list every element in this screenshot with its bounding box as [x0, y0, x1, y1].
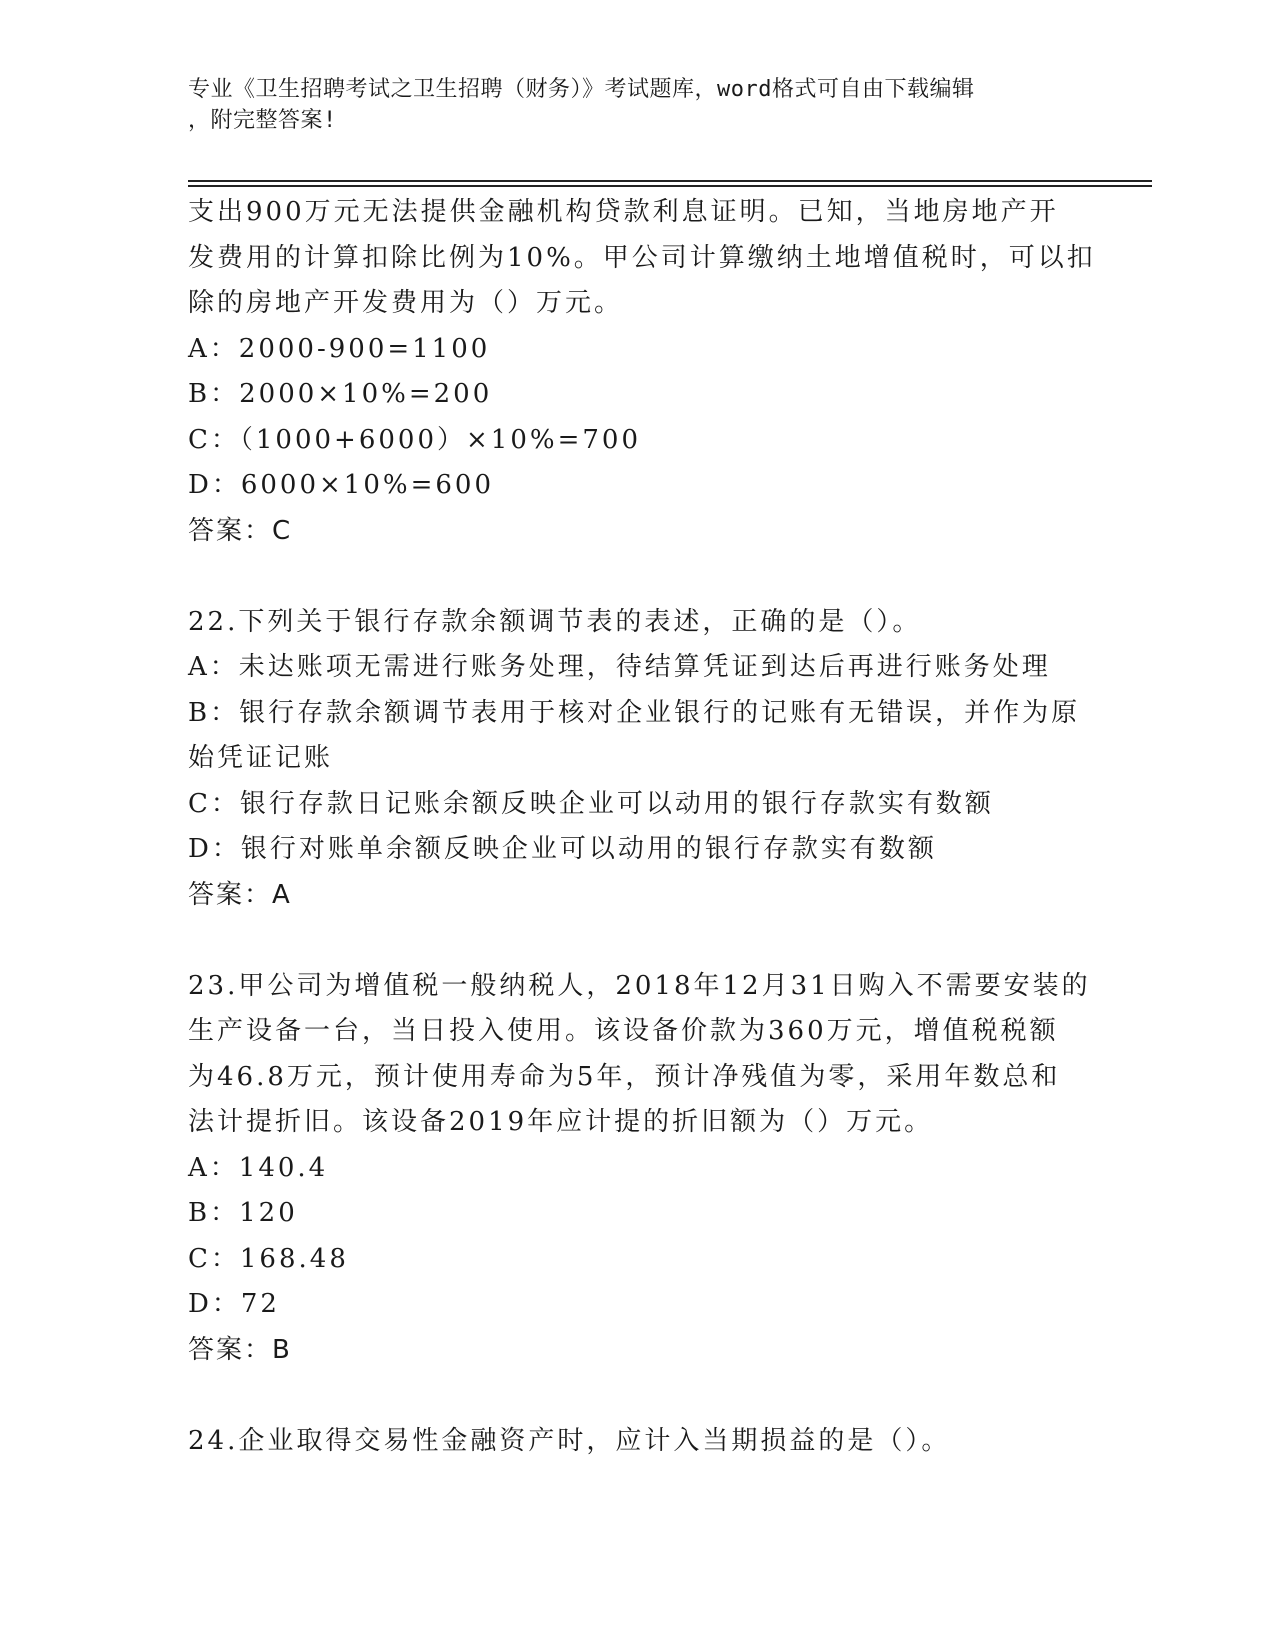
- answer-line: 答案：A: [188, 879, 292, 910]
- question-text-line: 法计提折旧。该设备2019年应计提的折旧额为（）万元。: [188, 1107, 934, 1137]
- question-21-continued: [188, 190, 1096, 554]
- question-text-line: 生产设备一台，当日投入使用。该设备价款为360万元，增值税税额: [188, 1016, 1059, 1046]
- question-text-line: 发费用的计算扣除比例为10%。甲公司计算缴纳土地增值税时，可以扣: [188, 242, 1096, 273]
- option-d: D：6000×10%=600: [188, 470, 494, 500]
- header-title-line-1: 专业《卫生招聘考试之卫生招聘（财务）》考试题库，word格式可自由下载编辑: [188, 77, 975, 102]
- question-text-line: 支出900万元无法提供金融机构贷款利息证明。已知，当地房地产开: [188, 197, 1059, 227]
- header-title-line-2: ，附完整答案!: [188, 108, 337, 133]
- option-c: C：（1000+6000）×10%=700: [188, 424, 642, 455]
- question-23: [188, 964, 1091, 1374]
- option-c: C：168.48: [188, 1243, 349, 1274]
- option-b: B：银行存款余额调节表用于核对企业银行的记账有无错误，并作为原: [188, 697, 1081, 728]
- header-divider-top: [188, 180, 1152, 182]
- answer-line: 答案：B: [188, 1334, 292, 1365]
- option-b: B：120: [188, 1198, 298, 1228]
- page-header: [188, 74, 1088, 136]
- document-body: [188, 190, 1096, 1464]
- header-divider-bottom: [188, 185, 1152, 187]
- option-a: A：未达账项无需进行账务处理，待结算凭证到达后再进行账务处理: [188, 652, 1051, 682]
- option-d: D：银行对账单余额反映企业可以动用的银行存款实有数额: [188, 834, 937, 864]
- question-text-line: 除的房地产开发费用为（）万元。: [188, 288, 624, 318]
- question-text-line: 为46.8万元，预计使用寿命为5年，预计净残值为零，采用年数总和: [188, 1061, 1061, 1092]
- option-a: A：140.4: [188, 1152, 329, 1183]
- question-24: [188, 1419, 1088, 1465]
- option-a: A：2000-900=1100: [188, 333, 491, 364]
- question-22: [188, 600, 1088, 919]
- option-c: C：银行存款日记账余额反映企业可以动用的银行存款实有数额: [188, 788, 994, 819]
- option-d: D：72: [188, 1289, 280, 1319]
- question-spacer: [188, 918, 1088, 964]
- answer-line: 答案：C: [188, 515, 293, 546]
- question-spacer: [188, 1373, 1088, 1419]
- question-spacer: [188, 554, 1088, 600]
- question-text-line: 24.企业取得交易性金融资产时，应计入当期损益的是（）。: [188, 1425, 951, 1456]
- question-text-line: 23.甲公司为增值税一般纳税人，2018年12月31日购入不需要安装的: [188, 970, 1091, 1001]
- question-text-line: 22.下列关于银行存款余额调节表的表述，正确的是（）。: [188, 606, 922, 637]
- option-b-continued: 始凭证记账: [188, 743, 334, 773]
- option-b: B：2000×10%=200: [188, 379, 493, 409]
